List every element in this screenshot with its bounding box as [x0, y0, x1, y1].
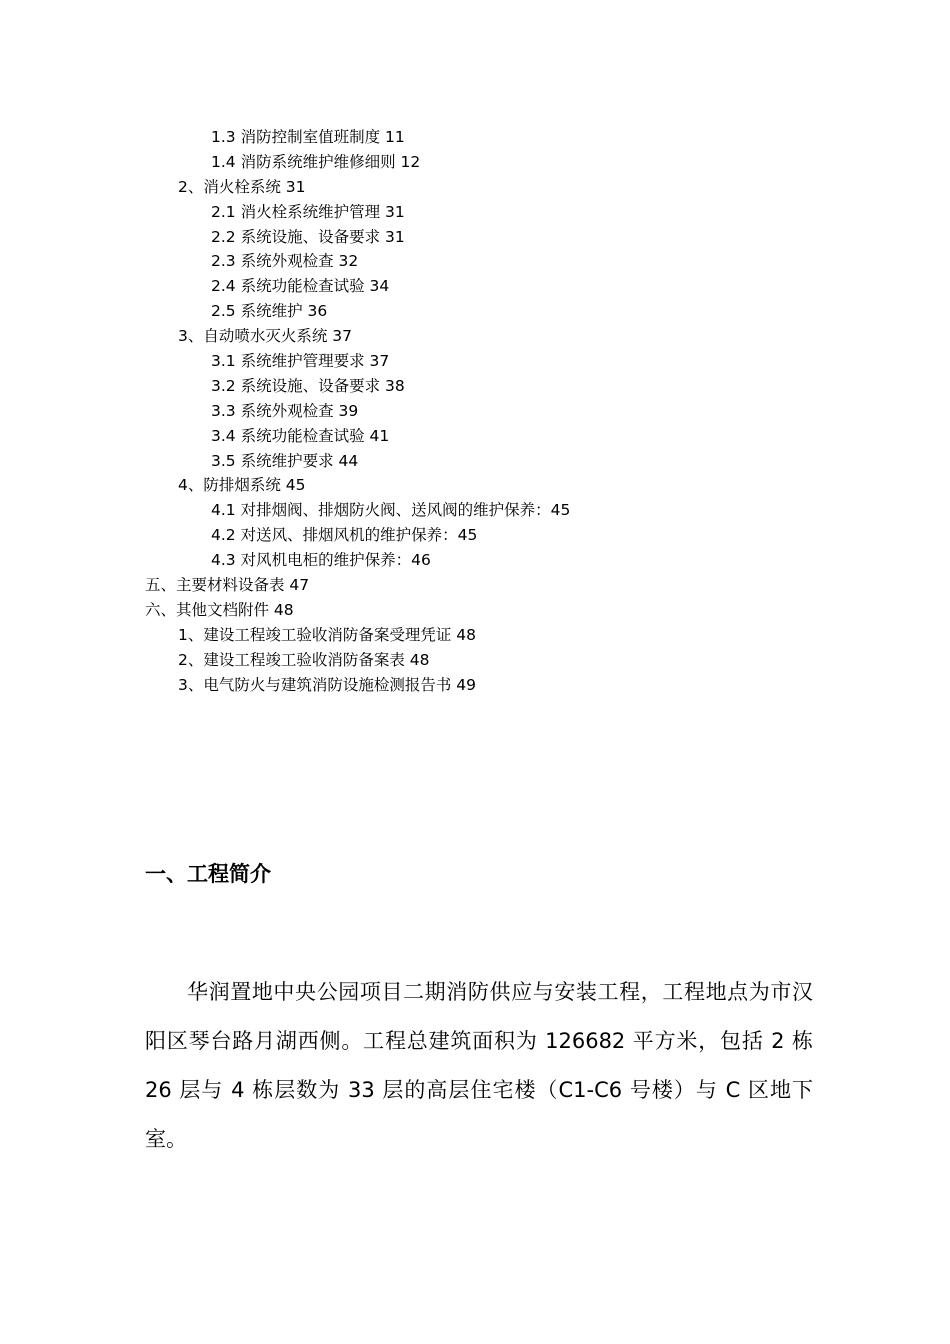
toc-entry[interactable]: 3.4 系统功能检查试验 41	[211, 426, 390, 445]
toc-entry[interactable]: 2、消火栓系统 31	[178, 177, 306, 196]
toc-entry[interactable]: 3.3 系统外观检查 39	[211, 401, 359, 420]
table-of-contents	[0, 125, 950, 697]
toc-entry[interactable]: 2.4 系统功能检查试验 34	[211, 277, 390, 296]
toc-entry[interactable]: 3、电气防火与建筑消防设施检测报告书 49	[178, 675, 477, 694]
toc-entry[interactable]: 2.5 系统维护 36	[211, 302, 328, 321]
toc-entry[interactable]: 2.2 系统设施、设备要求 31	[211, 227, 405, 246]
toc-entry[interactable]: 六、其他文档附件 48	[145, 600, 294, 619]
toc-entry[interactable]: 2、建设工程竣工验收消防备案表 48	[178, 650, 430, 669]
toc-entry[interactable]: 2.1 消火栓系统维护管理 31	[211, 202, 405, 221]
toc-entry[interactable]: 4.2 对送风、排烟风机的维护保养：45	[211, 526, 478, 545]
toc-entry[interactable]: 4.1 对排烟阀、排烟防火阀、送风阀的维护保养：45	[211, 501, 571, 520]
toc-entry[interactable]: 1.3 消防控制室值班制度 11	[211, 128, 405, 146]
toc-entry[interactable]: 2.3 系统外观检查 32	[211, 252, 359, 271]
section-heading: 一、工程简介	[145, 862, 271, 886]
toc-entry[interactable]: 3.1 系统维护管理要求 37	[211, 352, 390, 371]
toc-entry[interactable]: 4、防排烟系统 45	[178, 476, 306, 495]
toc-entry[interactable]: 3、自动喷水灭火系统 37	[178, 327, 353, 346]
toc-entry[interactable]: 3.5 系统维护要求 44	[211, 451, 359, 470]
body-paragraph: 华润置地中央公园项目二期消防供应与安装工程，工程地点为市汉阳区琴台路月湖西侧。工程总建筑面积为 126682 平方米，包括 2 栋 26 层与 4 栋层数为 33 层的高层住宅楼（C1-C6 号楼）与 C 区地下室。	[145, 980, 813, 1151]
toc-entry[interactable]: 3.2 系统设施、设备要求 38	[211, 376, 405, 395]
toc-entry[interactable]: 1、建设工程竣工验收消防备案受理凭证 48	[178, 625, 477, 644]
toc-entry[interactable]: 1.4 消防系统维护维修细则 12	[211, 152, 421, 171]
toc-entry[interactable]: 4.3 对风机电柜的维护保养：46	[211, 551, 431, 570]
toc-entry[interactable]: 五、主要材料设备表 47	[145, 576, 310, 595]
